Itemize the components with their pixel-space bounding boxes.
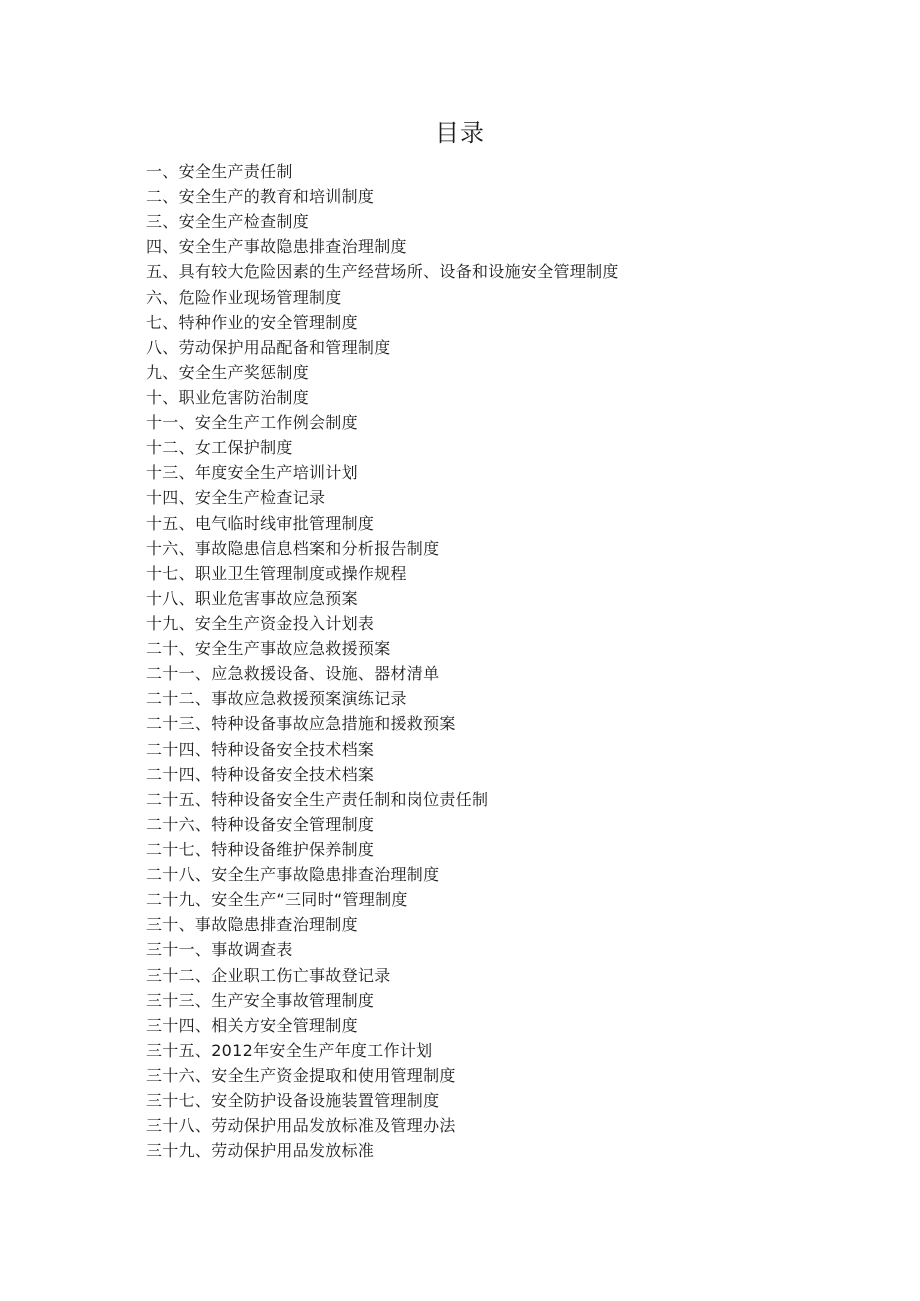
toc-item: 三十九、劳动保护用品发放标准 (146, 1141, 375, 1161)
toc-item: 十九、安全生产资金投入计划表 (146, 613, 375, 633)
toc-item: 一、安全生产责任制 (146, 162, 293, 181)
toc-item: 三十二、企业职工伤亡事故登记录 (146, 965, 391, 985)
toc-item: 七、特种作业的安全管理制度 (146, 312, 358, 332)
toc-item: 二十七、特种设备维护保养制度 (146, 839, 375, 859)
toc-item: 三十一、事故调查表 (146, 940, 293, 960)
toc-item: 十八、职业危害事故应急预案 (146, 588, 358, 608)
toc-item: 三十六、安全生产资金提取和使用管理制度 (146, 1065, 456, 1085)
page-title: 目录 (435, 119, 485, 147)
toc-item: 二十四、特种设备安全技术档案 (146, 739, 375, 759)
toc-item: 九、安全生产奖惩制度 (146, 362, 310, 382)
toc-item: 十五、电气临时线审批管理制度 (146, 513, 375, 533)
toc-item: 八、劳动保护用品配备和管理制度 (146, 337, 391, 357)
toc-item: 五、具有较大危险因素的生产经营场所、设备和设施安全管理制度 (146, 262, 619, 282)
toc-item: 三十三、生产安全事故管理制度 (146, 990, 375, 1010)
toc-item: 四、安全生产事故隐患排查治理制度 (146, 237, 407, 257)
toc-item: 三、安全生产检查制度 (146, 212, 310, 232)
toc-item: 十四、安全生产检查记录 (146, 488, 326, 508)
toc-item: 三十七、安全防护设备设施装置管理制度 (146, 1091, 440, 1111)
toc-item: 二十、安全生产事故应急救援预案 (146, 639, 391, 659)
toc-item: 二十五、特种设备安全生产责任制和岗位责任制 (146, 789, 489, 809)
toc-item: 二十六、特种设备安全管理制度 (146, 814, 375, 834)
toc-item: 三十八、劳动保护用品发放标准及管理办法 (146, 1116, 456, 1136)
toc-item: 二十四、特种设备安全技术档案 (146, 764, 375, 784)
toc-item: 三十五、2012年安全生产年度工作计划 (146, 1040, 433, 1060)
toc-item: 二十九、安全生产“三同时“管理制度 (146, 890, 408, 910)
toc-item: 十三、年度安全生产培训计划 (146, 463, 358, 483)
toc-item: 二十三、特种设备事故应急措施和援救预案 (146, 714, 456, 734)
toc-item: 六、危险作业现场管理制度 (146, 287, 342, 307)
toc-item: 三十四、相关方安全管理制度 (146, 1015, 358, 1035)
toc-item: 十二、女工保护制度 (146, 438, 293, 458)
toc-item: 十、职业危害防治制度 (146, 387, 310, 407)
toc-item: 十六、事故隐患信息档案和分析报告制度 (146, 538, 440, 558)
toc-item: 十一、安全生产工作例会制度 (146, 413, 358, 433)
toc-item: 二十二、事故应急救援预案演练记录 (146, 689, 407, 709)
toc-item: 二十一、应急救援设备、设施、器材清单 (146, 664, 440, 684)
toc-list (146, 159, 619, 1163)
toc-item: 三十、事故隐患排查治理制度 (146, 915, 358, 935)
toc-item: 二十八、安全生产事故隐患排查治理制度 (146, 865, 440, 885)
toc-item: 二、安全生产的教育和培训制度 (146, 187, 375, 207)
toc-item: 十七、职业卫生管理制度或操作规程 (146, 563, 407, 583)
